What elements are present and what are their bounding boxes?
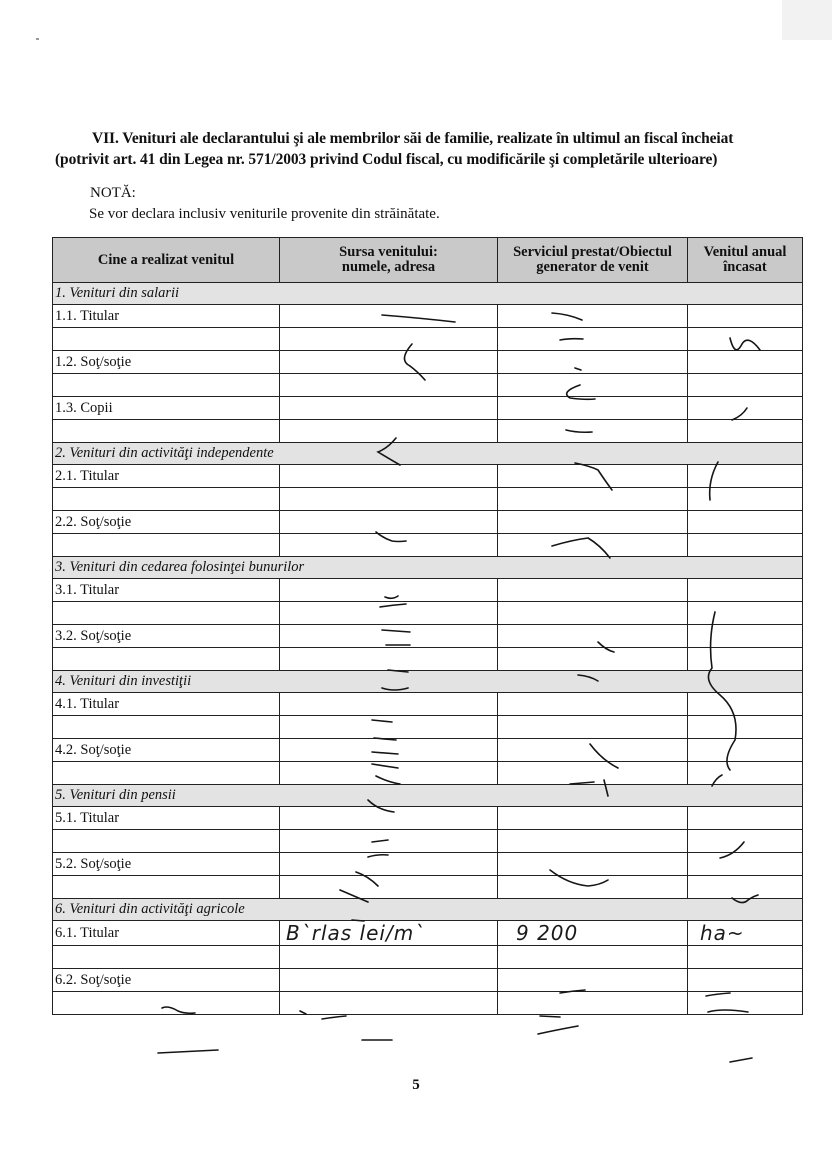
page-number: 5 bbox=[412, 1077, 420, 1093]
section-heading: 2. Venituri din activităţi independente bbox=[53, 443, 803, 465]
row-blank bbox=[53, 648, 280, 671]
source-cell[interactable] bbox=[280, 693, 498, 716]
row-blank bbox=[53, 830, 280, 853]
income-cell[interactable] bbox=[688, 579, 803, 602]
source-cell[interactable] bbox=[280, 511, 498, 534]
service-cell[interactable] bbox=[498, 921, 688, 946]
header-income: Venitul anual încasat bbox=[688, 238, 803, 283]
service-cell[interactable] bbox=[498, 807, 688, 830]
pen-stroke bbox=[538, 1026, 578, 1034]
pen-stroke bbox=[540, 1016, 560, 1017]
row-blank bbox=[53, 420, 280, 443]
source-cell[interactable] bbox=[280, 762, 498, 785]
service-cell[interactable] bbox=[498, 602, 688, 625]
service-cell[interactable] bbox=[498, 625, 688, 648]
income-table bbox=[52, 237, 803, 1015]
source-cell[interactable] bbox=[280, 830, 498, 853]
header-service: Serviciul prestat/Obiectul generator de venit bbox=[498, 238, 688, 283]
row-blank bbox=[53, 992, 280, 1015]
row-blank bbox=[53, 762, 280, 785]
service-cell[interactable] bbox=[498, 648, 688, 671]
source-cell[interactable] bbox=[280, 328, 498, 351]
row-label: 1.1. Titular bbox=[53, 305, 280, 328]
income-cell[interactable] bbox=[688, 465, 803, 488]
income-cell[interactable] bbox=[688, 534, 803, 557]
income-cell[interactable] bbox=[688, 807, 803, 830]
row-label: 6.1. Titular bbox=[53, 921, 280, 946]
service-cell[interactable] bbox=[498, 853, 688, 876]
row-blank bbox=[53, 488, 280, 511]
source-cell[interactable] bbox=[280, 305, 498, 328]
service-cell[interactable] bbox=[498, 716, 688, 739]
header-source: Sursa venitului: numele, adresa bbox=[280, 238, 498, 283]
source-cell[interactable] bbox=[280, 992, 498, 1015]
source-cell[interactable] bbox=[280, 969, 498, 992]
row-blank bbox=[53, 946, 280, 969]
note-block bbox=[90, 183, 440, 225]
income-cell[interactable] bbox=[688, 374, 803, 397]
row-label: 2.2. Soţ/soţie bbox=[53, 511, 280, 534]
source-cell[interactable] bbox=[280, 465, 498, 488]
section-title-line2: (potrivit art. 41 din Legea nr. 571/2003 privind Codul fiscal, cu modificările şi completările ulterioare) bbox=[55, 151, 718, 168]
row-blank bbox=[53, 374, 280, 397]
service-cell[interactable] bbox=[498, 946, 688, 969]
pen-stroke bbox=[322, 1016, 346, 1019]
income-cell[interactable] bbox=[688, 921, 803, 946]
row-blank bbox=[53, 602, 280, 625]
income-cell[interactable] bbox=[688, 420, 803, 443]
service-cell[interactable] bbox=[498, 465, 688, 488]
service-cell[interactable] bbox=[498, 830, 688, 853]
service-cell[interactable] bbox=[498, 762, 688, 785]
source-cell[interactable] bbox=[280, 807, 498, 830]
service-cell[interactable] bbox=[498, 534, 688, 557]
row-label: 1.2. Soţ/soţie bbox=[53, 351, 280, 374]
source-cell[interactable] bbox=[280, 876, 498, 899]
section-heading: 6. Venituri din activităţi agricole bbox=[53, 899, 803, 921]
income-cell[interactable] bbox=[688, 328, 803, 351]
row-label: 6.2. Soţ/soţie bbox=[53, 969, 280, 992]
row-blank bbox=[53, 534, 280, 557]
income-cell[interactable] bbox=[688, 969, 803, 992]
header-who: Cine a realizat venitul bbox=[53, 238, 280, 283]
section-heading: 4. Venituri din investiţii bbox=[53, 671, 803, 693]
source-cell[interactable] bbox=[280, 716, 498, 739]
row-label: 5.2. Soţ/soţie bbox=[53, 853, 280, 876]
service-cell[interactable] bbox=[498, 397, 688, 420]
source-cell[interactable] bbox=[280, 374, 498, 397]
handwritten-income: ha~ bbox=[700, 921, 745, 945]
row-label: 4.2. Soţ/soţie bbox=[53, 739, 280, 762]
handwritten-service: 9 200 bbox=[516, 921, 579, 945]
source-cell[interactable] bbox=[280, 739, 498, 762]
handwritten-source: B`rlas lei/m` bbox=[286, 921, 426, 945]
row-blank bbox=[53, 716, 280, 739]
row-label: 4.1. Titular bbox=[53, 693, 280, 716]
row-label: 3.1. Titular bbox=[53, 579, 280, 602]
service-cell[interactable] bbox=[498, 876, 688, 899]
source-cell[interactable] bbox=[280, 625, 498, 648]
service-cell[interactable] bbox=[498, 693, 688, 716]
income-cell[interactable] bbox=[688, 716, 803, 739]
income-cell[interactable] bbox=[688, 488, 803, 511]
income-cell[interactable] bbox=[688, 397, 803, 420]
row-blank bbox=[53, 328, 280, 351]
income-cell[interactable] bbox=[688, 625, 803, 648]
income-cell[interactable] bbox=[688, 602, 803, 625]
section-heading: 1. Venituri din salarii bbox=[53, 283, 803, 305]
source-cell[interactable] bbox=[280, 946, 498, 969]
service-cell[interactable] bbox=[498, 579, 688, 602]
service-cell[interactable] bbox=[498, 305, 688, 328]
income-cell[interactable] bbox=[688, 693, 803, 716]
service-cell[interactable] bbox=[498, 328, 688, 351]
section-heading: 3. Venituri din cedarea folosinţei bunurilor bbox=[53, 557, 803, 579]
service-cell[interactable] bbox=[498, 351, 688, 374]
income-cell[interactable] bbox=[688, 853, 803, 876]
service-cell[interactable] bbox=[498, 420, 688, 443]
source-cell[interactable] bbox=[280, 420, 498, 443]
source-cell[interactable] bbox=[280, 648, 498, 671]
income-cell[interactable] bbox=[688, 762, 803, 785]
note-label: NOTĂ: bbox=[90, 185, 136, 201]
service-cell[interactable] bbox=[498, 992, 688, 1015]
income-cell[interactable] bbox=[688, 830, 803, 853]
source-cell[interactable] bbox=[280, 534, 498, 557]
income-cell[interactable] bbox=[688, 946, 803, 969]
row-label: 1.3. Copii bbox=[53, 397, 280, 420]
income-cell[interactable] bbox=[688, 511, 803, 534]
section-title-line1: VII. Venituri ale declarantului şi ale membrilor săi de familie, realizate în ultimul an fiscal încheiat bbox=[92, 130, 734, 147]
service-cell[interactable] bbox=[498, 374, 688, 397]
service-cell[interactable] bbox=[498, 511, 688, 534]
service-cell[interactable] bbox=[498, 739, 688, 762]
source-cell[interactable] bbox=[280, 579, 498, 602]
pen-stroke bbox=[730, 1058, 752, 1062]
source-cell[interactable] bbox=[280, 602, 498, 625]
income-cell[interactable] bbox=[688, 876, 803, 899]
row-label: 5.1. Titular bbox=[53, 807, 280, 830]
service-cell[interactable] bbox=[498, 488, 688, 511]
scan-shadow bbox=[782, 0, 832, 40]
pen-stroke bbox=[158, 1050, 218, 1053]
income-cell[interactable] bbox=[688, 739, 803, 762]
source-cell[interactable] bbox=[280, 488, 498, 511]
source-cell[interactable] bbox=[280, 853, 498, 876]
scan-speck bbox=[36, 38, 39, 40]
source-cell[interactable] bbox=[280, 921, 498, 946]
service-cell[interactable] bbox=[498, 969, 688, 992]
income-cell[interactable] bbox=[688, 992, 803, 1015]
income-cell[interactable] bbox=[688, 305, 803, 328]
source-cell[interactable] bbox=[280, 351, 498, 374]
source-cell[interactable] bbox=[280, 397, 498, 420]
income-cell[interactable] bbox=[688, 648, 803, 671]
row-label: 2.1. Titular bbox=[53, 465, 280, 488]
section-title bbox=[55, 128, 805, 170]
section-heading: 5. Venituri din pensii bbox=[53, 785, 803, 807]
income-cell[interactable] bbox=[688, 351, 803, 374]
note-text: Se vor declara inclusiv veniturile provenite din străinătate. bbox=[89, 206, 440, 222]
row-blank bbox=[53, 876, 280, 899]
row-label: 3.2. Soţ/soţie bbox=[53, 625, 280, 648]
